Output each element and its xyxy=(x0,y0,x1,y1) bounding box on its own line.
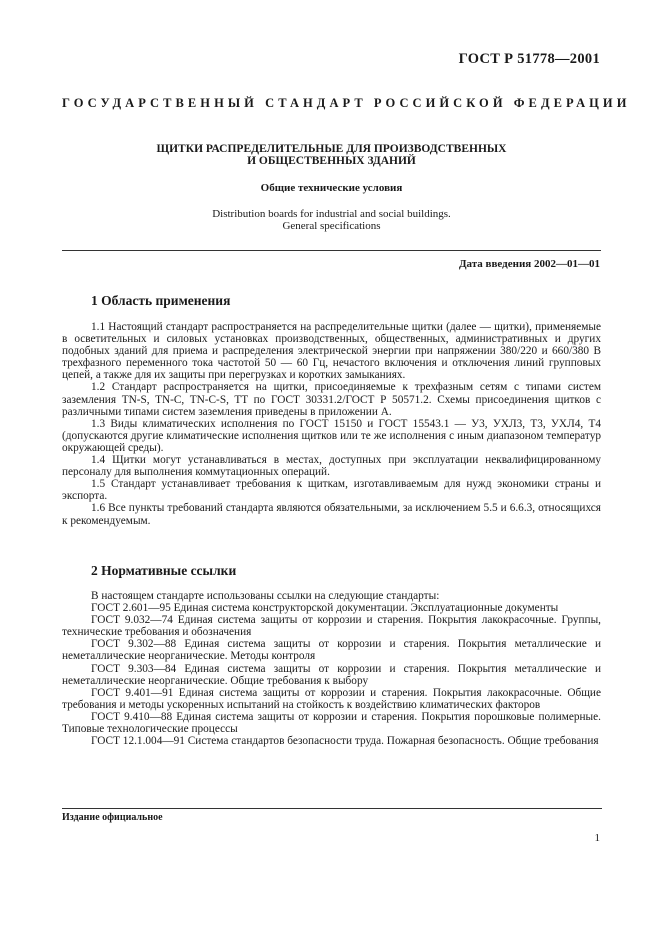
paragraph: 1.5 Стандарт устанавливает требования к щиткам, изготавливаемым для нужд экономики страны и экспорта. xyxy=(62,478,601,503)
intro-date: Дата введения 2002—01—01 xyxy=(458,258,600,270)
reference-item: ГОСТ 9.401—91 Единая система защиты от коррозии и старения. Покрытия лакокрасочные. Общие требования и методы ускоренных испытаний на стойкость к воздействию климатических факторов xyxy=(62,686,601,711)
title-en xyxy=(62,208,601,232)
reference-item: ГОСТ 9.302—88 Единая система защиты от коррозии и старения. Покрытия металлические и неметаллические неорганические. Методы контроля xyxy=(62,638,601,663)
divider xyxy=(62,250,601,251)
reference-item: ГОСТ 9.303—84 Единая система защиты от коррозии и старения. Покрытия металлические и неметаллические неорганические. Общие требования к выбору xyxy=(62,662,601,687)
reference-item: ГОСТ 2.601—95 Единая система конструкторской документации. Эксплуатационные документы xyxy=(91,602,559,615)
paragraph: 1.4 Щитки могут устанавливаться в местах, доступных при эксплуатации неквалифицированному персоналу для выполнения коммутационных операций. xyxy=(62,454,601,479)
section-heading-1: 1 Область применения xyxy=(91,293,231,308)
paragraph: 1.3 Виды климатических исполнения по ГОСТ 15150 и ГОСТ 15543.1 — У3, УХЛ3, Т3, УХЛ4, Т4 (допускаются другие климатические исполнения щитков или те же исполнения с иным диапазоном температур окружающей среды). xyxy=(62,417,601,454)
title-ru-line1: ЩИТКИ РАСПРЕДЕЛИТЕЛЬНЫЕ ДЛЯ ПРОИЗВОДСТВЕННЫХ xyxy=(156,143,507,155)
paragraph: 1.1 Настоящий стандарт распространяется на распределительные щитки (далее — щитки), применяемые в осветительных и силовых установках производственных, общественных, административных и других подобных зданий для приема и распределения электрической энергии при напряжении 380/220 и 660/380 В трехфазного переменного тока частотой 50 — 60 Гц, нечастого включения и отключения линий групповых цепей, а также для их защиты при перегрузках и коротких замыканиях. xyxy=(62,321,601,382)
title-ru-line2: И ОБЩЕСТВЕННЫХ ЗДАНИЙ xyxy=(247,155,416,167)
document-code: ГОСТ Р 51778—2001 xyxy=(458,51,600,67)
reference-item: ГОСТ 12.1.004—91 Система стандартов безопасности труда. Пожарная безопасность. Общие требования xyxy=(91,735,599,748)
page-number: 1 xyxy=(594,832,600,844)
title-block xyxy=(62,143,601,232)
footer-divider xyxy=(62,808,602,809)
reference-item: ГОСТ 9.410—88 Единая система защиты от коррозии и старения. Покрытия порошковые полимерные. Типовые технологические процессы xyxy=(62,710,601,736)
title-en-line2: General specifications xyxy=(282,220,381,232)
section-heading-2: 2 Нормативные ссылки xyxy=(91,563,237,578)
section-2-body xyxy=(62,590,601,747)
section-1-body xyxy=(62,321,601,527)
paragraph: 1.6 Все пункты требований стандарта являются обязательными, за исключением 5.5 и 6.6.3, относящихся к рекомендуемым. xyxy=(62,502,601,527)
paragraph: В настоящем стандарте использованы ссылки на следующие стандарты: xyxy=(91,590,440,602)
edition-label: Издание официальное xyxy=(62,812,163,823)
organization-title: ГОСУДАРСТВЕННЫЙ СТАНДАРТ РОССИЙСКОЙ ФЕДЕРАЦИИ xyxy=(62,96,631,110)
subtitle-ru: Общие технические условия xyxy=(260,182,403,194)
reference-item: ГОСТ 9.032—74 Единая система защиты от коррозии и старения. Покрытия лакокрасочные. Группы, технические требования и обозначения xyxy=(62,614,601,639)
title-en-line1: Distribution boards for industrial and social buildings. xyxy=(212,208,451,220)
paragraph: 1.2 Стандарт распространяется на щитки, присоединяемые к трехфазным сетям с типами систем заземления TN-S, TN-C, TN-C-S, TT по ГОСТ 30331.2/ГОСТ Р 50571.2. Схемы присоединения щитков с различными типами систем заземления приведены в приложении А. xyxy=(62,381,601,418)
